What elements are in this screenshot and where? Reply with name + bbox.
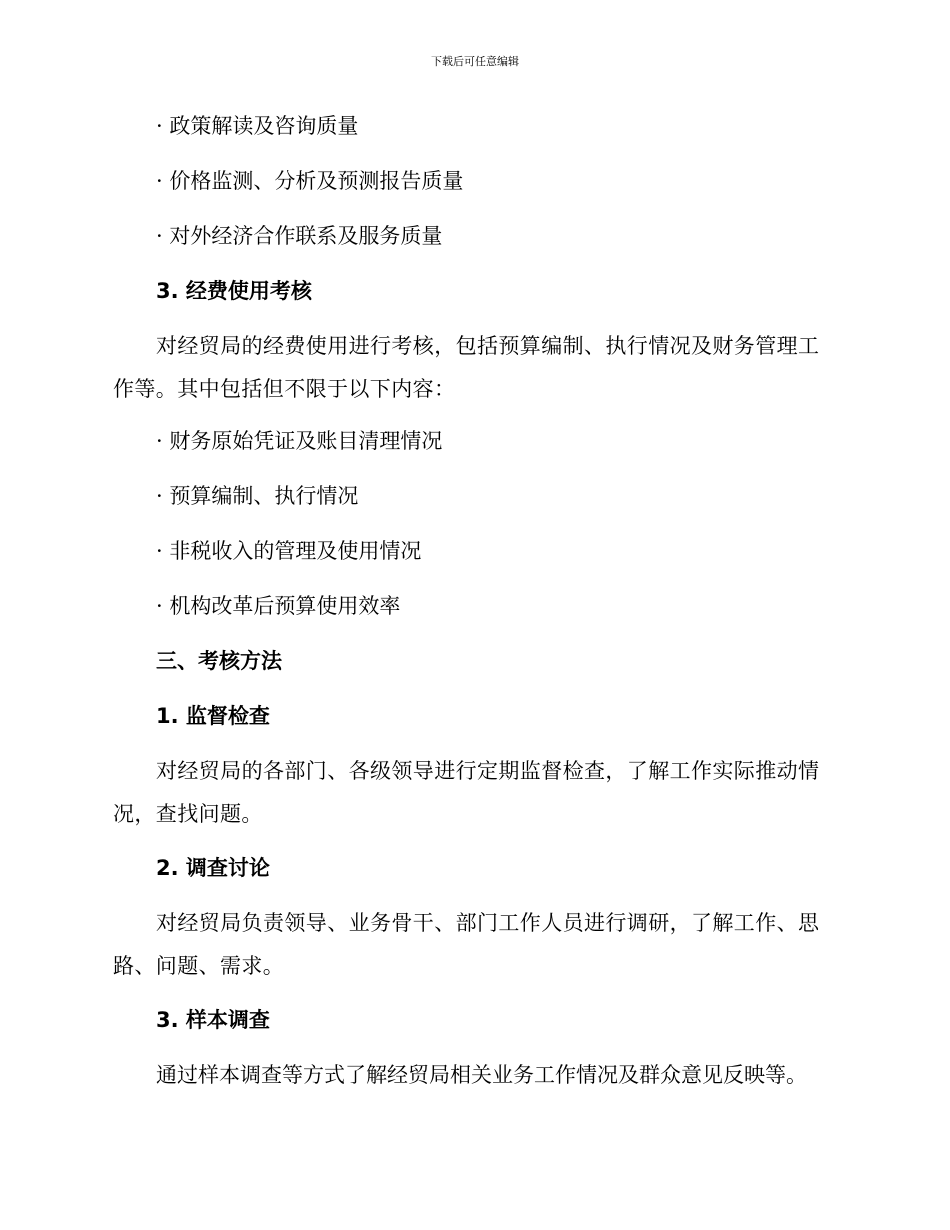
page-header: 下载后可任意编辑 — [431, 55, 519, 68]
bullet-item: · 对外经济合作联系及服务质量 — [156, 224, 443, 248]
paragraph: 对经贸局负责领导、业务骨干、部门工作人员进行调研，了解工作、思路、问题、需求。 — [113, 911, 820, 978]
paragraph: 对经贸局的各部门、各级领导进行定期监督检查，了解工作实际推动情况，查找问题。 — [113, 759, 820, 826]
subheading: 2. 调查讨论 — [156, 856, 270, 880]
paragraph: 通过样本调查等方式了解经贸局相关业务工作情况及群众意见反映等。 — [156, 1063, 807, 1087]
bullet-item: · 价格监测、分析及预测报告质量 — [156, 169, 464, 193]
subheading: 3. 经费使用考核 — [156, 279, 312, 303]
paragraph: 对经贸局的经费使用进行考核，包括预算编制、执行情况及财务管理工作等。其中包括但不限于以下内容： — [113, 334, 820, 401]
subheading: 1. 监督检查 — [156, 704, 270, 728]
bullet-item: · 财务原始凭证及账目清理情况 — [156, 429, 443, 453]
section-heading: 三、考核方法 — [156, 649, 282, 673]
subheading: 3. 样本调查 — [156, 1008, 270, 1032]
bullet-item: · 政策解读及咨询质量 — [156, 114, 359, 138]
bullet-item: · 预算编制、执行情况 — [156, 484, 359, 508]
bullet-item: · 非税收入的管理及使用情况 — [156, 539, 422, 563]
bullet-item: · 机构改革后预算使用效率 — [156, 594, 401, 618]
